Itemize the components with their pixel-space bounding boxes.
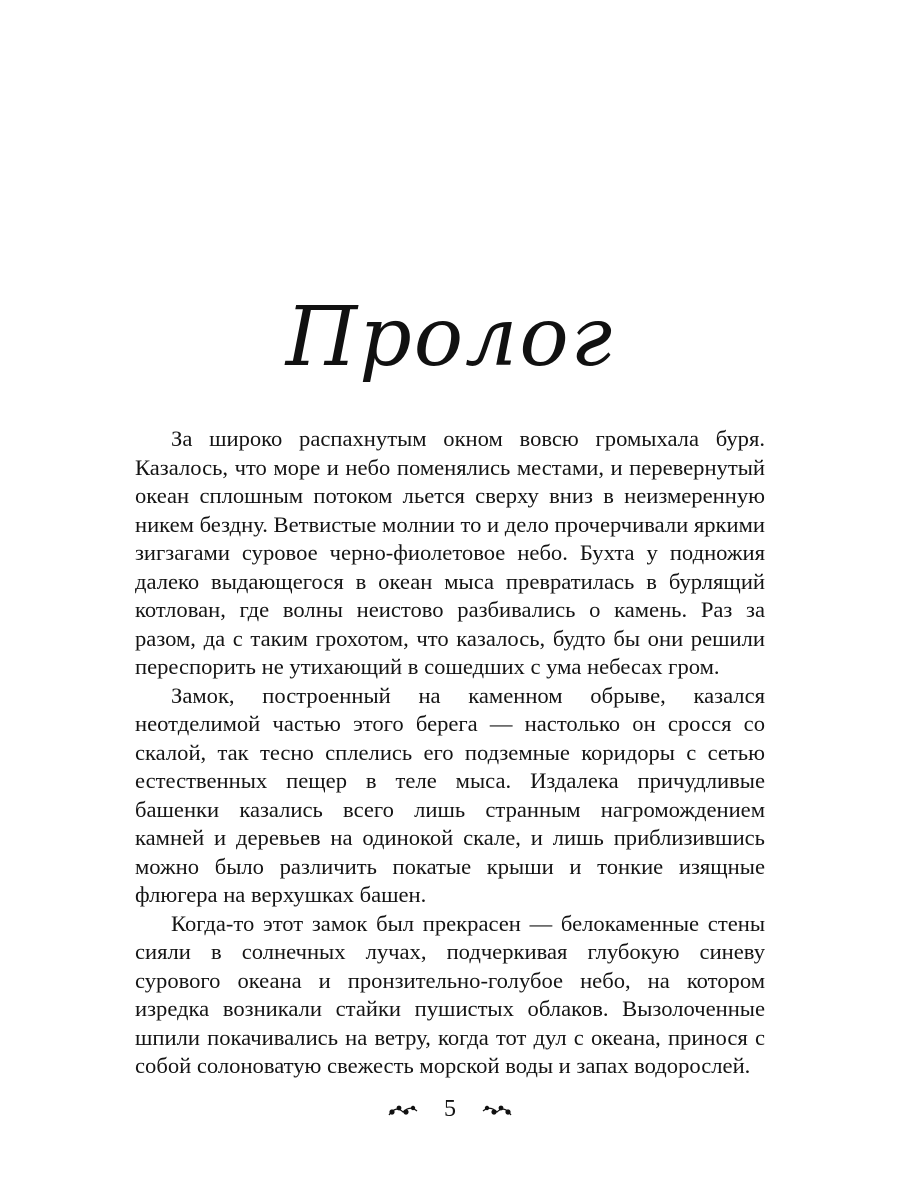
left-ornament-icon: [388, 1103, 418, 1117]
chapter-title: Пролог: [285, 289, 615, 385]
paragraph-2: Замок, построенный на каменном обрыве, казался неотделимой частью этого берега — настолько он сросся со скалой, так тесно сплелись его подземные коридоры с сетью естественных пещер в теле мыса. Издалека причудливые башенки казались всего лишь странным нагромождением камней и деревьев на одинокой скале, и лишь приблизившись можно было различить покатые крыши и тонкие изящные флюгера на верхушках башен.: [135, 682, 765, 907]
chapter-body: [135, 425, 765, 1081]
page-footer: [0, 1096, 900, 1123]
right-ornament-icon: [482, 1103, 512, 1117]
page-number: 5: [444, 1096, 456, 1122]
paragraph-3: Когда-то этот замок был прекрасен — белокаменные стены сияли в солнечных лучах, подчеркивая глубокую синеву сурового океана и пронзительно-голубое небо, на котором изредка возникали стайки пушистых облаков. Вызолоченные шпили покачивались на ветру, когда тот дул с океана, принося с собой солоноватую свежесть морской воды и запах водорослей.: [135, 910, 765, 1078]
paragraph-1: За широко распахнутым окном вовсю громыхала буря. Казалось, что море и небо поменялись местами, и перевернутый океан сплошным потоком льется сверху вниз в неизмеренную никем бездну. Ветвистые молнии то и дело прочерчивали яркими зигзагами суровое черно-фиолетовое небо. Бухта у подножия далеко выдающегося в океан мыса превратилась в бурлящий котлован, где волны неистово разбивались о камень. Раз за разом, да с таким грохотом, что казалось, будто бы они решили переспорить не утихающий в сошедших с ума небесах гром.: [135, 426, 765, 679]
